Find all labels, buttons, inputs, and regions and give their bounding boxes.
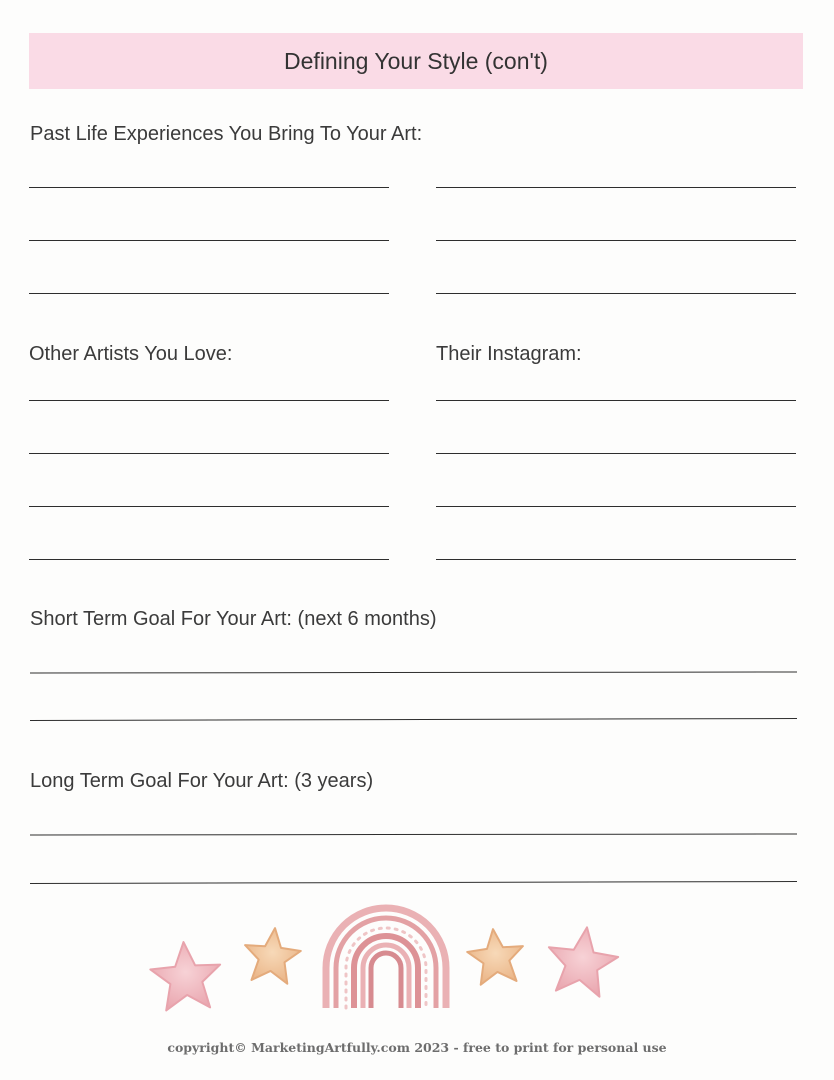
writing-line[interactable] (29, 187, 389, 188)
writing-line[interactable] (436, 559, 796, 560)
star-icon (465, 926, 526, 986)
star-icon (149, 940, 224, 1012)
writing-line[interactable] (29, 453, 389, 454)
page-title-banner (29, 33, 803, 89)
writing-line[interactable] (436, 506, 796, 507)
past-life-label: Past Life Experiences You Bring To Your Art: (30, 123, 423, 145)
copyright-footer: copyright© MarketingArtfully.com 2023 - free to print for personal use (167, 1040, 667, 1055)
writing-line[interactable] (436, 240, 796, 241)
writing-line[interactable] (29, 400, 389, 401)
writing-line[interactable] (436, 453, 796, 454)
writing-line[interactable] (30, 881, 797, 884)
writing-line[interactable] (29, 240, 389, 241)
long-term-goal-label: Long Term Goal For Your Art: (3 years) (30, 770, 374, 792)
writing-line[interactable] (436, 400, 796, 401)
writing-line[interactable] (29, 559, 389, 560)
other-artists-label: Other Artists You Love: (29, 343, 233, 365)
writing-line[interactable] (29, 506, 389, 507)
writing-line[interactable] (436, 187, 796, 188)
writing-line[interactable] (30, 833, 797, 835)
decoration (0, 890, 834, 1030)
writing-line[interactable] (436, 293, 796, 294)
writing-line[interactable] (29, 293, 389, 294)
writing-line[interactable] (30, 718, 797, 721)
rainbow-icon (326, 908, 446, 1008)
star-icon (543, 922, 622, 998)
short-term-goal-label: Short Term Goal For Your Art: (next 6 months) (30, 608, 437, 630)
star-icon (242, 925, 303, 985)
writing-line[interactable] (30, 671, 797, 673)
page-title: Defining Your Style (con't) (284, 47, 548, 74)
instagram-label: Their Instagram: (436, 343, 582, 365)
